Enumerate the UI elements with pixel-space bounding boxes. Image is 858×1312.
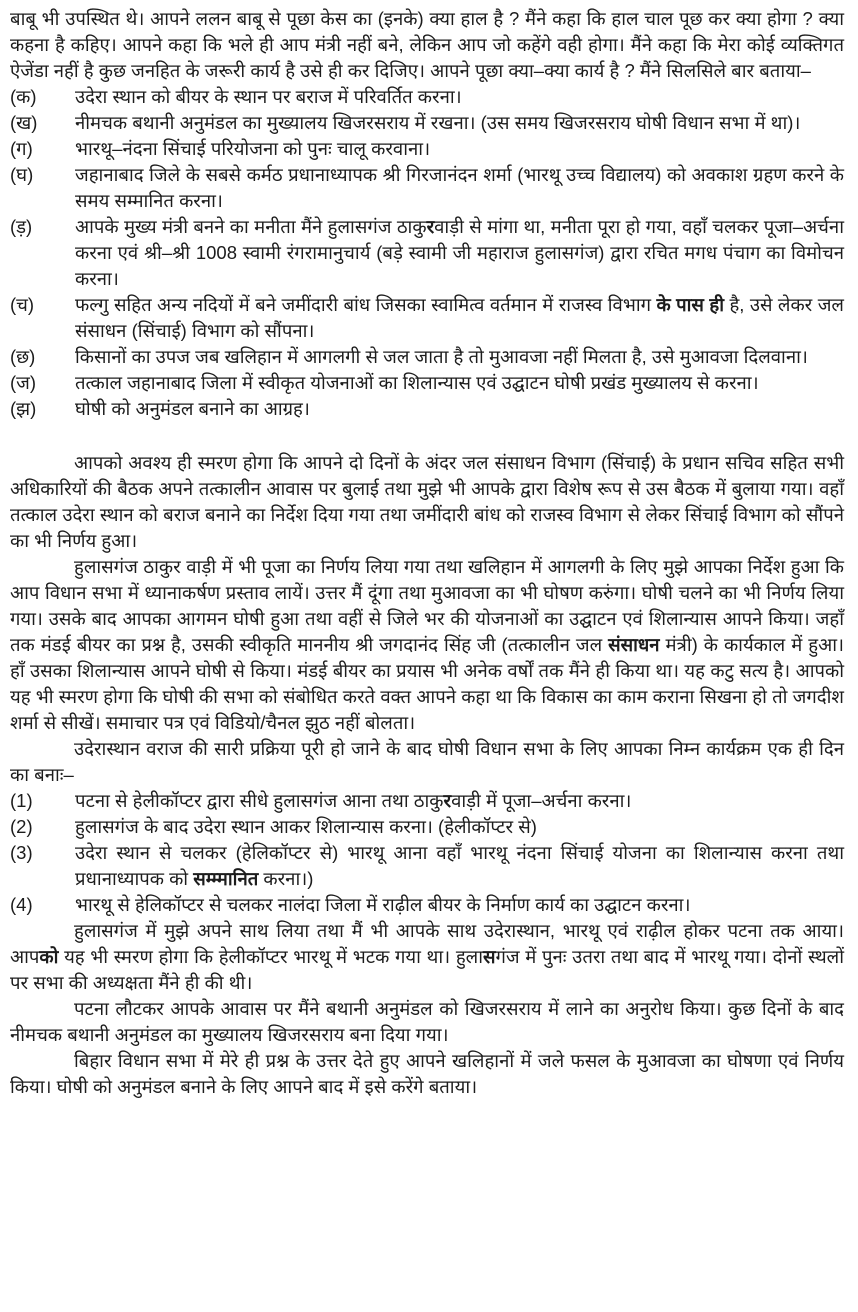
item-label: (छ) xyxy=(10,346,36,367)
item-text: घोषी को अनुमंडल बनाने का आग्रह। xyxy=(75,398,310,419)
list-item-ka xyxy=(10,84,844,110)
paragraph-hulasganj: हुलासगंज ठाकुर वाड़ी में भी पूजा का निर्णय लिया गया तथा खलिहान में आगलगी के लिए मुझे आपका निर्देश हुआ कि आप विधान सभा में ध्यानाकर्षण प्रस्ताव लायें। उत्तर मैं दूंगा तथा मुआवजा का भी घोषण करुंगा। घोषी चलने का भी निर्णय लिया गया। उसके बाद आपका आगमन घोषी हुआ तथा वहीं से जिले भर की योजनाओं का उद्घाटन एवं शिलान्यास आपने किया। जहाँ तक मंडई बीयर का प्रश्न है, उसकी स्वीकृति माननीय श्री जगदानंद सिंह जी (तत्कालीन जल संसाधन मंत्री) के कार्यकाल में हुआ। हाँ उसका शिलान्यास आपने घोषी से किया। मंडई बीयर का प्रयास भी अनेक वर्षों तक मैंने ही किया था। यह कटु सत्य है। आपको यह भी स्मरण होगा कि घोषी की सभा को संबोधित करते वक्त आपने कहा था कि विकास का काम कराना सिखना हो तो जगदीश शर्मा से सीखें। समाचार पत्र एवं विडियो/चैनल झुठ नहीं बोलता। xyxy=(10,556,844,733)
list-item-ga xyxy=(10,136,844,162)
list-item-4 xyxy=(10,892,844,918)
item-text: जहानाबाद जिले के सबसे कर्मठ प्रधानाध्यापक श्री गिरजानंदन शर्मा (भारथू उच्च विद्यालय) को अवकाश ग्रहण करने के समय सम्मानित करना। xyxy=(75,164,844,211)
item-label: (च) xyxy=(10,294,35,315)
paragraph-patna-return: पटना लौटकर आपके आवास पर मैंने बथानी अनुमंडल को खिजरसराय में लाने का अनुरोध किया। कुछ दिनों के बाद नीमचक बथानी अनुमंडल का मुख्यालय खिजरसराय बना दिया गया। xyxy=(10,998,844,1045)
item-label: (ख) xyxy=(10,112,38,133)
item-label: (घ) xyxy=(10,164,34,185)
item-text: भारथू–नंदना सिंचाई परियोजना को पुनः चालू करवाना। xyxy=(75,138,431,159)
paragraph-journey: हुलासगंज में मुझे अपने साथ लिया तथा मैं भी आपके साथ उदेरास्थान, भारथू एवं राढ़ील होकर पटना तक आया। आपको यह भी स्मरण होगा कि हेलीकॉप्टर भारथू में भटक गया था। हुलासगंज में पुनः उतरा तथा बाद में भारथू गया। दोनों स्थलों पर सभा की अध्यक्षता मैंने ही की थी। xyxy=(10,920,844,993)
item-label: (ड़) xyxy=(10,216,33,237)
paragraph-program-intro: उदेरास्थान वराज की सारी प्रक्रिया पूरी हो जाने के बाद घोषी विधान सभा के लिए आपका निम्न कार्यक्रम एक ही दिन का बनाः– xyxy=(10,738,844,785)
item-label: (4) xyxy=(10,894,33,915)
item-text: तत्काल जहानाबाद जिला में स्वीकृत योजनाओं का शिलान्यास एवं उद्घाटन घोषी प्रखंड मुख्यालय से करना। xyxy=(75,372,759,393)
intro-paragraph: बाबू भी उपस्थित थे। आपने ललन बाबू से पूछा केस का (इनके) क्या हाल है ? मैंने कहा कि हाल चाल पूछ कर क्या होगा ? क्या कहना है कहिए। आपने कहा कि भले ही आप मंत्री नहीं बने, लेकिन आप जो कहेंगे वही होगा। मैंने कहा कि मेरा कोई व्यक्तिगत ऐजेंडा नहीं है कुछ जनहित के जरूरी कार्य है उसे ही कर दिजिए। आपने पूछा क्या–क्या कार्य है ? मैंने सिलसिले बार बताया– xyxy=(10,8,844,81)
list-item-ja xyxy=(10,370,844,396)
item-label: (1) xyxy=(10,790,33,811)
list-item-2 xyxy=(10,814,844,840)
item-text: भारथू से हेलिकॉप्टर से चलकर नालंदा जिला में राढ़ील बीयर के निर्माण कार्य का उद्घाटन करना। xyxy=(75,894,691,915)
item-text: हुलासगंज के बाद उदेरा स्थान आकर शिलान्यास करना। (हेलीकॉप्टर से) xyxy=(75,816,537,837)
list-item-1 xyxy=(10,788,844,814)
item-text: नीमचक बथानी अनुमंडल का मुख्यालय खिजरसराय में रखना। (उस समय खिजरसराय घोषी विधान सभा में था)। xyxy=(75,112,801,133)
item-text: किसानों का उपज जब खलिहान में आगलगी से जल जाता है तो मुआवजा नहीं मिलता है, उसे मुआवजा दिलवाना। xyxy=(75,346,808,367)
item-label: (ग) xyxy=(10,138,33,159)
item-text: उदेरा स्थान से चलकर (हेलिकॉप्टर से) भारथू आना वहाँ भारथू नंदना सिंचाई योजना का शिलान्यास करना तथा प्रधानाध्यापक को सम्म्मानित करना।) xyxy=(75,842,844,889)
item-text: आपके मुख्य मंत्री बनने का मनीता मैंने हुलासगंज ठाकुरवाड़ी से मांगा था, मनीता पूरा हो गया, वहाँ चलकर पूजा–अर्चना करना एवं श्री–श्री 1008 स्वामी रंगरामानुचार्य (बड़े स्वामी जी महाराज हुलासगंज) द्वारा रचित मगध पंचाग का विमोचन करना। xyxy=(75,216,844,289)
item-label: (झ) xyxy=(10,398,37,419)
item-text: उदेरा स्थान को बीयर के स्थान पर बराज में परिवर्तित करना। xyxy=(75,86,462,107)
list-item-gha xyxy=(10,162,844,214)
item-text: फल्गु सहित अन्य नदियों में बने जमींदारी बांध जिसका स्वामित्व वर्तमान में राजस्व विभाग के पास ही है, उसे लेकर जल संसाधन (सिंचाई) विभाग को सौंपना। xyxy=(75,294,844,341)
list-item-nga xyxy=(10,214,844,292)
paragraph-meeting: आपको अवश्य ही स्मरण होगा कि आपने दो दिनों के अंदर जल संसाधन विभाग (सिंचाई) के प्रधान सचिव सहित सभी अधिकारियों की बैठक अपने तत्कालीन आवास पर बुलाई तथा मुझे भी आपके द्वारा विशेष रूप से उस बैठक में बुलाया गया। वहाँ तत्काल उदेरा स्थान को बराज बनाने का निर्देश दिया गया तथा जमींदारी बांध को राजस्व विभाग से लेकर सिंचाई विभाग को सौंपने का भी निर्णय हुआ। xyxy=(10,452,844,551)
item-label: (ज) xyxy=(10,372,37,393)
numbered-list xyxy=(10,788,844,918)
item-text: पटना से हेलीकॉप्टर द्वारा सीधे हुलासगंज आना तथा ठाकुरवाड़ी में पूजा–अर्चना करना। xyxy=(75,790,632,811)
list-item-3 xyxy=(10,840,844,892)
list-item-chha xyxy=(10,344,844,370)
lettered-list xyxy=(10,84,844,422)
list-item-cha xyxy=(10,292,844,344)
list-item-jha xyxy=(10,396,844,422)
list-item-kha xyxy=(10,110,844,136)
paragraph-bihar-assembly: बिहार विधान सभा में मेरे ही प्रश्न के उत्तर देते हुए आपने खलिहानों में जले फसल के मुआवजा का घोषणा एवं निर्णय किया। घोषी को अनुमंडल बनाने के लिए आपने बाद में इसे करेंगे बताया। xyxy=(10,1050,844,1097)
item-label: (3) xyxy=(10,842,33,863)
item-label: (क) xyxy=(10,86,37,107)
item-label: (2) xyxy=(10,816,33,837)
